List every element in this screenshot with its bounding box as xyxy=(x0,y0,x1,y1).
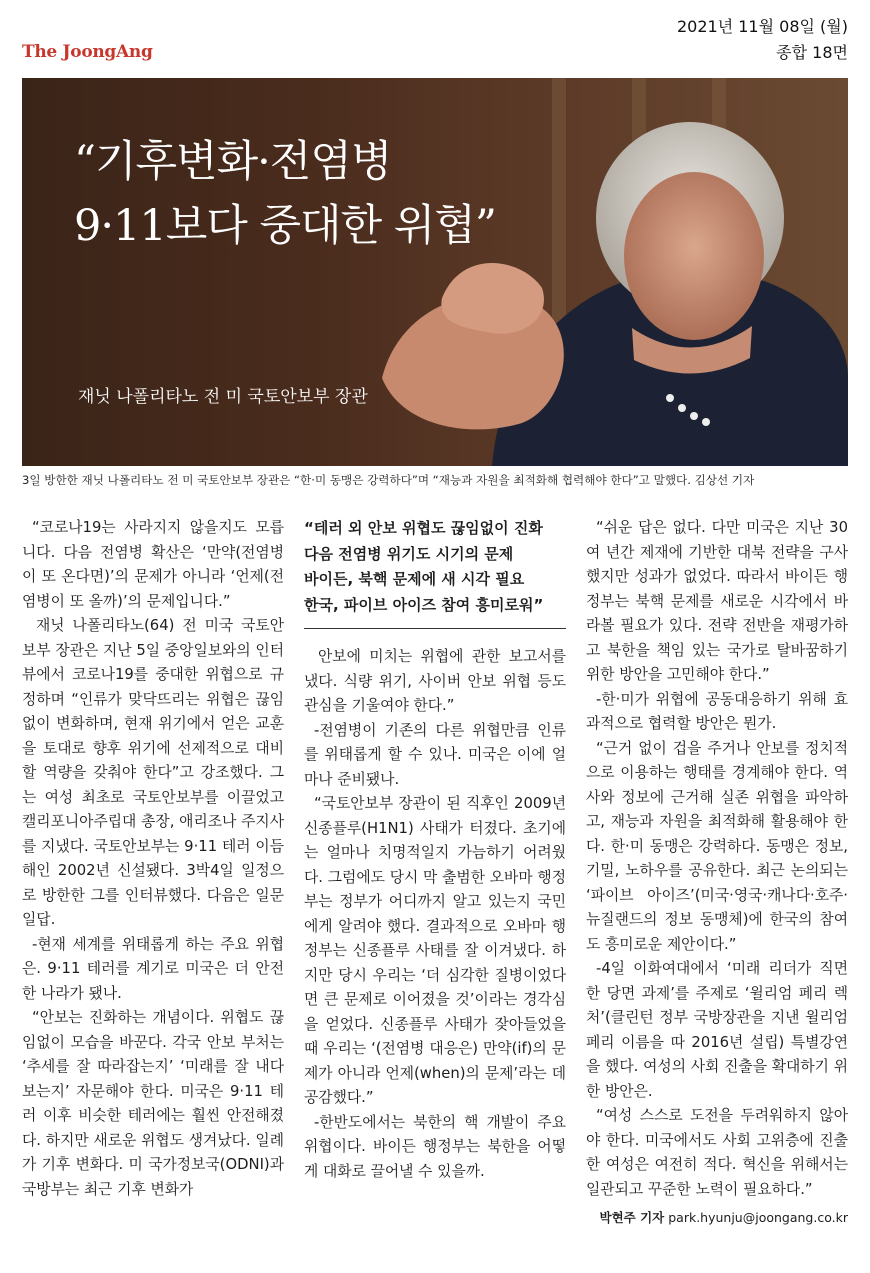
photo-caption: 3일 방한한 재닛 나폴리타노 전 미 국토안보부 장관은 “한·미 동맹은 강력하다”며 “재능과 자원을 최적화해 협력해야 한다”고 말했다. 김상선 기자 xyxy=(22,473,755,487)
deck-line: “테러 외 안보 위협도 끊임없이 진화 xyxy=(304,519,543,537)
dateline xyxy=(677,14,848,66)
reporter-email: park.hyunju@joongang.co.kr xyxy=(668,1210,848,1225)
article-photo xyxy=(22,78,848,466)
headline-line: 9·11보다 중대한 위협” xyxy=(74,201,496,251)
publication-date: 2021년 11월 08일 (월) xyxy=(676,17,848,36)
paragraph: “국토안보부 장관이 된 직후인 2009년 신종플루(H1N1) 사태가 터졌다. 초기에는 얼마나 치명적일지 가늠하기 어려웠다. 그럼에도 당시 막 출범한 오바마 행정부는 정부가 어디까지 알고 있는지 국민에게 알려야 했다. 결과적으로 오바마 행정부는 신종플루 사태를 잘 이겨냈다. 하지만 당시 우리는 ‘더 심각한 질병이었다면 큰 문제로 이어졌을 것’이라는 경각심을 얻었다. 신종플루 사태가 잦아들었을 때 우리는 ‘(전염병 대응은) 만약(if)의 문제가 아니라 언제(when)의 문제’라는 데 공감했다.” xyxy=(304,795,566,1106)
paragraph: “안보는 진화하는 개념이다. 위협도 끊임없이 모습을 바꾼다. 각국 안보 부처는 ‘추세를 잘 따라잡는지’ ‘미래를 잘 내다보는지’ 자문해야 한다. 미국은 9·11 테러 이후 비슷한 테러에는 훨씬 안전해졌다. 하지만 새로운 위협도 생겨났다. 일례가 기후 변화다. 미 국가정보국(ODNI)과 국방부는 최근 기후 변화가 xyxy=(22,1009,284,1198)
paragraph: -현재 세계를 위태롭게 하는 주요 위협은. 9·11 테러를 계기로 미국은 더 안전한 나라가 됐나. xyxy=(22,935,284,1002)
deck-line: 다음 전염병 위기도 시기의 문제 xyxy=(304,544,514,563)
byline xyxy=(586,1206,848,1231)
headline-line: “기후변화·전염병 xyxy=(74,137,392,187)
article-column-2 xyxy=(304,516,566,1184)
paragraph: -전염병이 기존의 다른 위협만큼 인류를 위태롭게 할 수 있나. 미국은 이에 얼마나 준비됐나. xyxy=(304,721,566,788)
paragraph: -한반도에서는 북한의 핵 개발이 주요 위협이다. 바이든 행정부는 북한을 어떻게 대화로 끌어낼 수 있을까. xyxy=(304,1113,566,1180)
paragraph: “여성 스스로 도전을 두려워하지 않아야 한다. 미국에서도 사회 고위층에 진출한 여성은 여전히 적다. 혁신을 위해서는 일관되고 꾸준한 노력이 필요하다.” xyxy=(586,1107,848,1198)
reporter-name: 박현주 기자 xyxy=(599,1210,665,1225)
paragraph: “근거 없이 겁을 주거나 안보를 정치적으로 이용하는 행태를 경계해야 한다. 역사와 정보에 근거해 실존 위협을 파악하고, 재능과 자원을 최적화해 활용해야 한다. 한·미 동맹은 강력하다. 동맹은 정보, 기밀, 노하우를 공유한다. 최근 논의되는 ‘파이브 아이즈’(미국·영국·캐나다·호주·뉴질랜드의 정보 동맹체)에 한국의 참여도 흥미로운 제안이다.” xyxy=(586,739,848,953)
deck-line: 한국, 파이브 아이즈 참여 흥미로워” xyxy=(304,595,544,614)
paragraph: “쉬운 답은 없다. 다만 미국은 지난 30여 년간 제재에 기반한 대북 전략을 구사했지만 성과가 없었다. 따라서 바이든 행정부는 북핵 문제를 새로운 시각에서 바라볼 필요가 있다. 전략 전반을 재평가하고 북한을 책임 있는 국가로 탈바꿈하기 위한 방안을 고민해야 한다.” xyxy=(586,519,848,683)
paragraph: 안보에 미치는 위협에 관한 보고서를 냈다. 식량 위기, 사이버 안보 위협 등도 관심을 기울여야 한다.” xyxy=(304,648,566,714)
paragraph: “코로나19는 사라지지 않을지도 모릅니다. 다음 전염병 확산은 ‘만약(전염병이 또 온다면)’의 문제가 아니라 ‘언제(전염병이 또 올까)’의 문제입니다.” xyxy=(22,519,284,610)
section-page: 종합 18면 xyxy=(776,43,848,62)
paragraph: -한·미가 위협에 공동대응하기 위해 효과적으로 협력할 방안은 뭔가. xyxy=(586,690,848,732)
article-column-3 xyxy=(586,516,848,1231)
article-column-1 xyxy=(22,516,284,1202)
headline xyxy=(74,130,496,258)
paragraph: 재닛 나폴리타노(64) 전 미국 국토안보부 장관은 지난 5일 중앙일보와의 인터뷰에서 코로나19를 중대한 위협으로 규정하며 “인류가 맞닥뜨리는 위협은 끊임없이 변화하며, 현재 위기에서 얻은 교훈을 토대로 향후 위기에 선제적으로 대비할 역량을 갖춰야 한다”고 강조했다. 그는 여성 최초로 국토안보부를 이끌었고 캘리포니아주립대 총장, 애리조나 주지사를 지냈다. 국토안보부는 9·11 테러 이듬해인 2002년 신설됐다. 3박4일 일정으로 방한한 그를 인터뷰했다. 다음은 일문일답. xyxy=(22,617,284,928)
deck-summary xyxy=(304,516,566,629)
paragraph: -4일 이화여대에서 ‘미래 리더가 직면한 당면 과제’를 주제로 ‘윌리엄 페리 렉처’(클린턴 정부 국방장관을 지낸 윌리엄 페리 이름을 따 2016년 설립) 특별강연을 했다. 여성의 사회 진출을 확대하기 위한 방안은. xyxy=(586,960,848,1100)
masthead-logo: The JoongAng xyxy=(22,42,153,62)
subhead: 재닛 나폴리타노 전 미 국토안보부 장관 xyxy=(78,387,368,407)
deck-line: 바이든, 북핵 문제에 새 시각 필요 xyxy=(304,570,525,588)
